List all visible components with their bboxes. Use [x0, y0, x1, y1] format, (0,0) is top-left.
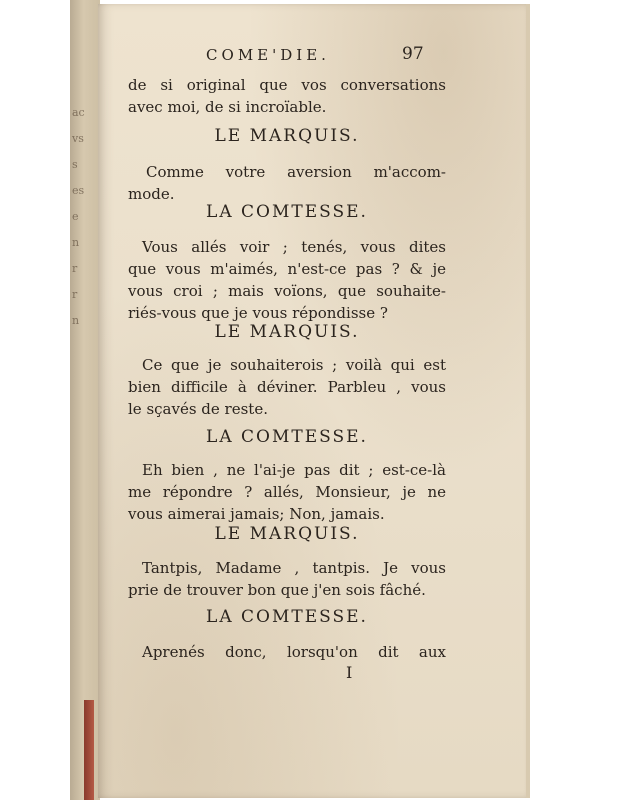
margin-fragment: n — [72, 236, 80, 249]
text-line: prie de trouver bon que j'en sois fâché. — [128, 581, 426, 599]
text-line: Eh bien , ne l'ai-je pas dit ; est-ce-là — [142, 461, 446, 479]
running-head: COME'DIE. — [206, 46, 330, 64]
text-line: avec moi, de si incroïable. — [128, 98, 327, 116]
page-edge — [526, 4, 530, 798]
text-line: vous croi ; mais voïons, que souhaite- — [128, 282, 446, 300]
text-line: bien difficile à déviner. Parbleu , vous — [128, 378, 446, 396]
book-page — [98, 4, 530, 798]
margin-fragment: s — [72, 158, 78, 171]
text-line: de si original que vos conversations — [128, 76, 446, 94]
text-line: le sçavés de reste. — [128, 400, 268, 418]
text-line: que vous m'aimés, n'est-ce pas ? & je — [128, 260, 446, 278]
speaker-heading: LE MARQUIS. — [214, 322, 360, 342]
page-number: 97 — [402, 44, 424, 64]
facing-page-margin — [72, 100, 90, 334]
margin-fragment: r — [72, 288, 78, 301]
signature-mark: I — [346, 663, 353, 682]
speaker-heading: LE MARQUIS. — [214, 524, 360, 544]
speaker-heading: LA COMTESSE. — [206, 607, 368, 627]
red-binding-edge — [84, 700, 94, 800]
margin-fragment: r — [72, 262, 78, 275]
text-line: Aprenés donc, lorsqu'on dit aux — [142, 643, 446, 661]
margin-fragment: n — [72, 314, 80, 327]
margin-fragment: vs — [72, 132, 84, 145]
margin-fragment: ac — [72, 106, 85, 119]
text-line: Comme votre aversion m'accom- — [146, 163, 446, 181]
text-line: Vous allés voir ; tenés, vous dites — [142, 238, 446, 256]
text-line: Tantpis, Madame , tantpis. Je vous — [142, 559, 446, 577]
text-line: mode. — [128, 185, 175, 203]
text-line: vous aimerai jamais; Non, jamais. — [128, 505, 385, 523]
text-line: me répondre ? allés, Monsieur, je ne — [128, 483, 446, 501]
margin-fragment: es — [72, 184, 85, 197]
text-line: riés-vous que je vous répondisse ? — [128, 304, 388, 322]
speaker-heading: LA COMTESSE. — [206, 427, 368, 447]
margin-fragment: e — [72, 210, 79, 223]
speaker-heading: LA COMTESSE. — [206, 202, 368, 222]
text-line: Ce que je souhaiterois ; voilà qui est — [142, 356, 446, 374]
speaker-heading: LE MARQUIS. — [214, 126, 360, 146]
